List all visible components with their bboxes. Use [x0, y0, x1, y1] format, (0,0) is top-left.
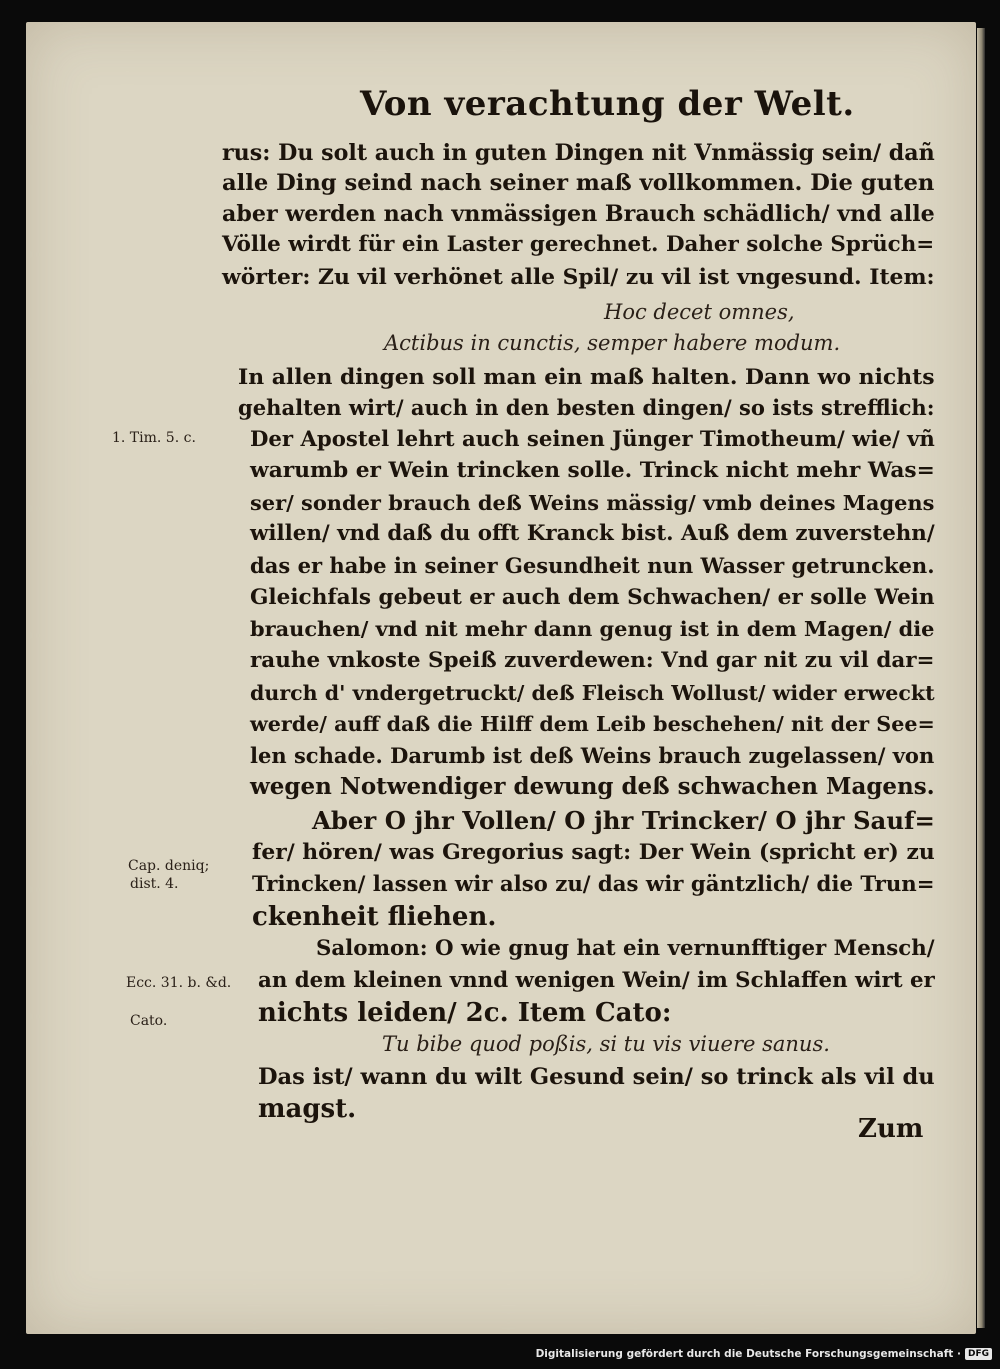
text-line: Gleichfals gebeut er auch dem Schwachen/ er solle Wein [250, 585, 935, 610]
dfg-logo: DFG [965, 1348, 992, 1360]
margin-note: dist. 4. [130, 876, 179, 892]
text-line: magst. [258, 1094, 357, 1124]
text-line: rus: Du solt auch in guten Dingen nit Vnmässig sein/ dañ [222, 140, 935, 166]
text-line: wörter: Zu vil verhönet alle Spil/ zu vil ist vngesund. Item: [222, 264, 935, 290]
text-line: Trincken/ lassen wir also zu/ das wir gäntzlich/ die Trun= [252, 872, 935, 897]
text-line: Der Apostel lehrt auch seinen Jünger Timotheum/ wie/ vñ [250, 427, 935, 452]
running-header: Von verachtung der Welt. [360, 84, 855, 124]
text-line: brauchen/ vnd nit mehr dann genug ist in dem Magen/ die [250, 616, 935, 641]
margin-note: Cap. deniq; [128, 858, 210, 874]
page-edge [977, 28, 985, 1328]
text-line: ckenheit fliehen. [252, 902, 497, 932]
margin-note: 1. Tim. 5. c. [112, 430, 196, 446]
text-line: Völle wirdt für ein Laster gerechnet. Daher solche Sprüch= [222, 232, 935, 257]
text-line: In allen dingen soll man ein maß halten. Dann wo nichts [238, 364, 935, 390]
text-line: rauhe vnkoste Speiß zuverdewen: Vnd gar nit zu vil dar= [250, 648, 935, 673]
margin-note: Cato. [130, 1013, 168, 1029]
text-line: an dem kleinen vnnd wenigen Wein/ im Schlaffen wirt er [258, 968, 935, 993]
text-line: Aber O jhr Vollen/ O jhr Trincker/ O jhr Sauf= [312, 806, 935, 835]
catchword: Zum [858, 1114, 924, 1144]
text-line: aber werden nach vnmässigen Brauch schädlich/ vnd alle [222, 201, 935, 227]
text-line: gehalten wirt/ auch in den besten dingen/ so ists strefflich: [238, 395, 935, 420]
text-line: werde/ auff daß die Hilff dem Leib beschehen/ nit der See= [250, 712, 935, 736]
text-line: willen/ vnd daß du offt Kranck bist. Auß dem zuverstehn/ [250, 521, 935, 546]
text-line: ser/ sonder brauch deß Weins mässig/ vmb deines Magens [250, 490, 935, 515]
text-line: len schade. Darumb ist deß Weins brauch zugelassen/ von [250, 743, 935, 768]
text-line: nichts leiden/ 2c. Item Cato: [258, 998, 672, 1028]
text-line: wegen Notwendiger dewung deß schwachen Magens. [250, 773, 935, 800]
text-line: Das ist/ wann du wilt Gesund sein/ so trinck als vil du [258, 1064, 935, 1090]
footer [536, 1345, 992, 1363]
text-line: das er habe in seiner Gesundheit nun Wasser getruncken. [250, 553, 935, 578]
latin-verse-line: Actibus in cunctis, semper habere modum. [384, 331, 841, 355]
text-line: durch d' vndergetruckt/ deß Fleisch Wollust/ wider erweckt [250, 681, 935, 705]
text-line: fer/ hören/ was Gregorius sagt: Der Wein (spricht er) zu [252, 840, 935, 865]
margin-note: Ecc. 31. b. &d. [126, 975, 232, 991]
funding-credit: Digitalisierung gefördert durch die Deutsche Forschungsgemeinschaft · [535, 1348, 961, 1360]
text-line: alle Ding seind nach seiner maß vollkommen. Die guten [222, 170, 935, 196]
text-line: warumb er Wein trincken solle. Trinck nicht mehr Was= [250, 458, 935, 483]
latin-verse-line: Tu bibe quod poßis, si tu vis viuere sanus. [382, 1032, 830, 1056]
latin-verse-line: Hoc decet omnes, [604, 300, 795, 324]
text-line: Salomon: O wie gnug hat ein vernunfftiger Mensch/ [316, 936, 935, 961]
